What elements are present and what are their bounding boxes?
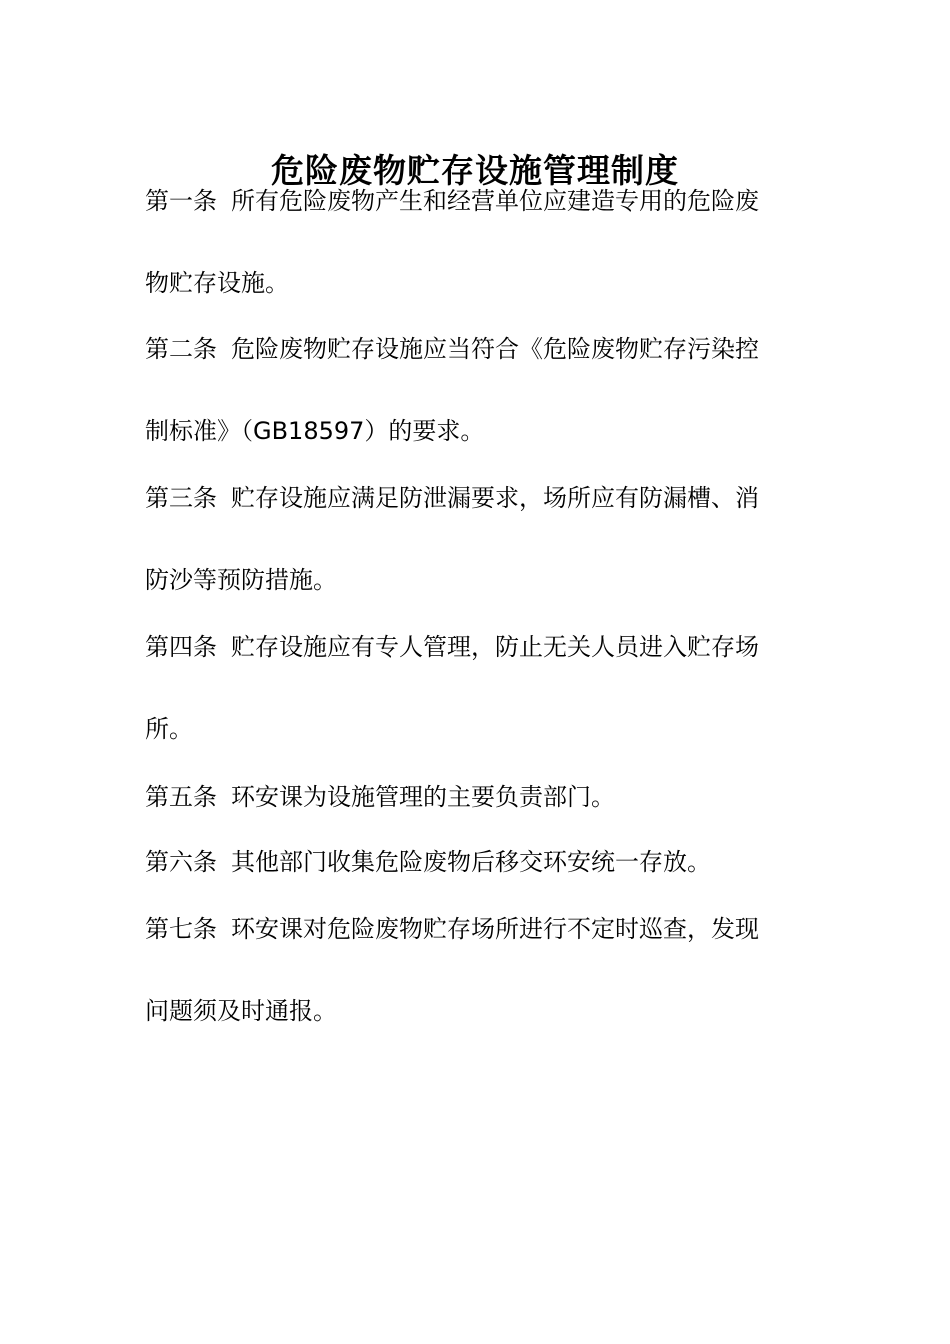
article-1-number: 第一条 [145,187,217,215]
article-5-text: 环安课为设施管理的主要负责部门。 [231,783,615,811]
article-2-number: 第二条 [145,335,217,363]
article-7-line-1 [145,888,825,970]
article-4 [145,606,825,770]
article-7-text: 环安课对危险废物贮存场所进行不定时巡查，发现 [231,915,759,943]
article-1-line-2: 物贮存设施。 [145,269,289,297]
article-7 [145,888,825,1052]
article-4-text: 贮存设施应有专人管理，防止无关人员进入贮存场 [231,633,759,661]
article-3-text: 贮存设施应满足防泄漏要求，场所应有防漏槽、消 [231,484,759,512]
article-1-line-1 [145,160,825,242]
article-6-number: 第六条 [145,848,217,876]
article-1 [145,160,825,324]
article-3 [145,457,825,621]
article-3-number: 第三条 [145,484,217,512]
article-3-line-1 [145,457,825,539]
document-title: 危险废物贮存设施管理制度 [271,151,679,191]
article-1-text: 所有危险废物产生和经营单位应建造专用的危险废 [231,187,759,215]
article-2 [145,308,825,472]
article-7-number: 第七条 [145,915,217,943]
article-4-line-2: 所。 [145,715,193,743]
article-6-text: 其他部门收集危险废物后移交环安统一存放。 [231,848,711,876]
article-2-line-2: 制标准》（GB18597）的要求。 [145,417,485,445]
article-7-line-2: 问题须及时通报。 [145,997,337,1025]
article-4-line-1 [145,606,825,688]
article-4-number: 第四条 [145,633,217,661]
article-5-number: 第五条 [145,783,217,811]
article-2-text: 危险废物贮存设施应当符合《危险废物贮存污染控 [231,335,759,363]
article-2-line-1 [145,308,825,390]
article-3-line-2: 防沙等预防措施。 [145,566,337,594]
